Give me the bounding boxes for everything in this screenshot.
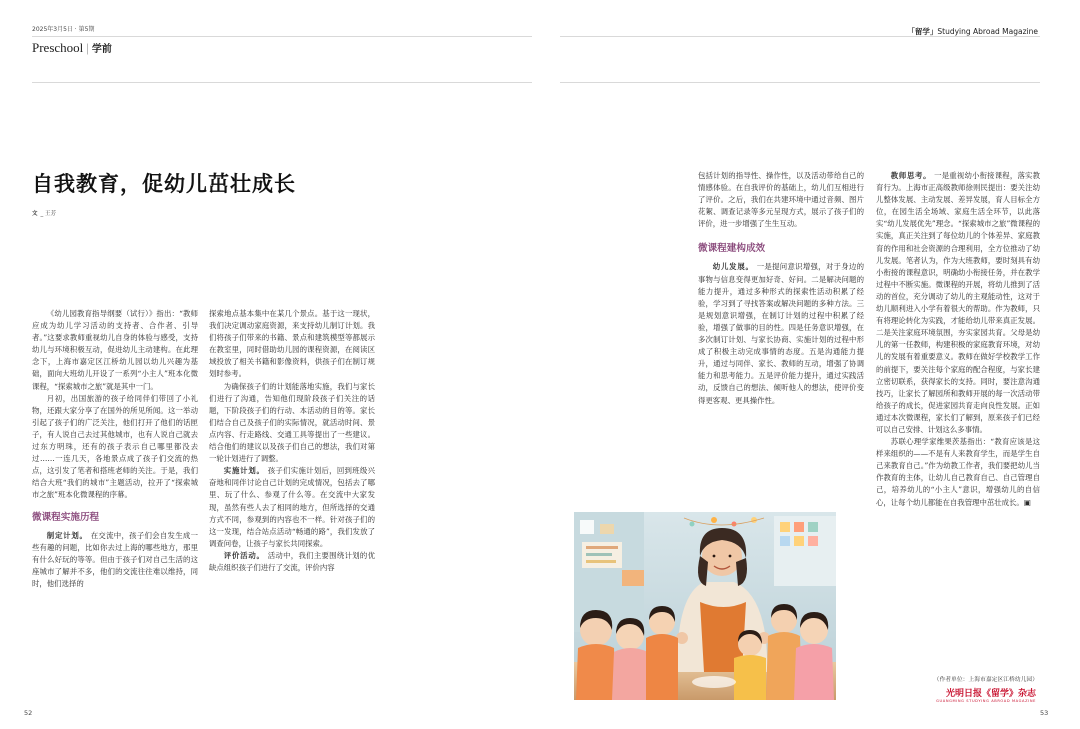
section-title	[32, 40, 112, 56]
subheading-results: 微课程建构成效	[698, 243, 766, 255]
paragraph-text: 一是提问意识增强，对于身边的事物与信息变得更加好奇、好问。二是解决问题的能力提升，通过多种形式的探索性活动积累了经验，学习到了寻找答案或解决问题的多种方法。三是规划意识增强，在制订计划的过程中积累了经验，增强了做事的目的性。四是任务意识增强，在多次制订计划、与家长协商、实施计划的过程中形成了积极主动完成事情的态度。五是沟通能力提升，通过与同伴、家长、教师的互动，增强了协调能力和思考能力。五是评价能力提升，通过实践活动，反馈自己的想法、倾听他人的想法，使评价变得更客观、更具操作性。	[698, 262, 864, 405]
byline-label: 文	[32, 211, 38, 217]
keyword: 幼儿发展。	[712, 262, 754, 272]
paragraph-text: 在交流中，孩子们会自发生成一些有趣的问题，比如你去过上海的哪些地方，那里有什么好玩的等等。但由于孩子们对自己生活的这座城市了解并不多，他们的交流往往难以维持，同时，他们选择的	[32, 530, 198, 588]
paragraph: 探索地点基本集中在某几个景点。基于这一现状，我们决定调动家庭资源，来支持幼儿制订计划。我们将孩子们带来的书籍、景点和建筑模型等都展示在教室里，同时借助幼儿园的课程资源，在阅读区域投放了相关书籍和影像资料，供孩子们在制订规划时参考。	[209, 309, 375, 379]
paragraph: 《幼儿园教育指导纲要（试行）》指出：“教师应成为幼儿学习活动的支持者、合作者、引导者。”这要求教师重视幼儿自身的体验与感受，支持幼儿与环境积极互动，促进幼儿主动建构。在此理念下，上海市嘉定区江桥幼儿园以幼儿兴趣为基础，面向大班幼儿开设了一系列“小主人”班本化微课程，“探索城市之旅”就是其中一门。	[32, 309, 198, 391]
paragraph	[209, 550, 375, 574]
logo-sub: GUANGMING STUDYING ABROAD MAGAZINE	[936, 699, 1036, 703]
keyword: 评价活动。	[223, 550, 265, 560]
classroom-photo-icon	[574, 512, 836, 700]
paragraph	[698, 261, 864, 406]
header-rule-bottom	[32, 82, 532, 83]
left-column-2	[209, 308, 375, 702]
paragraph	[876, 170, 1040, 436]
section-title-en: Preschool	[32, 40, 84, 55]
left-column-1	[32, 308, 198, 702]
keyword: 实施计划。	[223, 466, 265, 476]
right-page	[552, 18, 1048, 710]
byline-author: _ 王芳	[40, 211, 57, 217]
logo-main: 光明日报《留学》杂志	[945, 689, 1036, 699]
keyword: 教师思考。	[890, 171, 932, 180]
magazine-badge: 「留学」	[907, 27, 938, 36]
paragraph-text: 苏联心理学家维果茨基指出：“教育应该是这样来组织的——不是有人来教育学生，而是学生自己来教育自己。”作为幼教工作者，我们要把幼儿当作教育的主体，让幼儿自己教育自己、自己管理自己，培养幼儿的“小主人”意识，增强幼儿的自信心，让每个幼儿都能在自我管理中茁壮成长。	[876, 437, 1040, 507]
issue-line: 2025年3月5日 · 第5期	[32, 26, 95, 33]
header-rule-top	[32, 36, 532, 37]
paragraph: 包括计划的指导性、操作性，以及活动带给自己的情感体验。在自我评价的基础上，幼儿们互相进行了评价。之后，我们在共建环境中通过音频、图片花絮、调查记录等多元呈现方式，展示了孩子们的评价，进一步增强了生生互动。	[698, 171, 864, 229]
keyword: 制定计划。	[46, 530, 88, 540]
paragraph-text: 活动中，我们主要围绕计划的优缺点组织孩子们进行了交流，评价内容	[209, 550, 375, 572]
subheading-practice: 微课程实施历程	[32, 511, 100, 523]
section-divider: |	[86, 40, 89, 55]
paragraph: 为确保孩子们的计划能落地实施，我们与家长们进行了沟通，告知他们现阶段孩子们关注的话题，下阶段孩子们的行动、本活动的目的等。家长们结合自己及孩子们的实际情况，就活动时间、景点内容、行走路线、交通工具等提出了一些建议。结合他们的建议以及孩子们自己的想法，我们对第一轮计划进行了调整。	[209, 381, 375, 464]
left-page	[24, 18, 540, 710]
magazine-name: Studying Abroad Magazine	[937, 27, 1038, 36]
paragraph-text: 孩子们实施计划后，回到班级兴奋地和同伴讨论自己计划的完成情况，包括去了哪里、玩了什么、参观了什么等。在交流中大家发现，虽然有些人去了相同的地方，但所选择的交通方式不同，参观到的内容也不一样。针对孩子们的这一发现，结合站点活动“畅通的路”，我们发放了调查问卷，让孩子与家长共同探索。	[209, 466, 375, 548]
paragraph: 月初，出国旅游的孩子给同伴们带回了小礼物，还跟大家分享了在国外的所见所闻。这一举动引起了孩子们的广泛关注，他们打开了他们的话匣子，有人说自己去过其他城市，也有人说自己就去过东方明珠，还有的孩子表示自己哪里都没去过……一连几天，各地景点成了孩子们交流的热点，这引发了笔者和搭班老师的关注。于是，我们结合大班“我们的城市”主题活动，拉开了“探索城市之旅”班本化微课程的序幕。	[32, 393, 198, 500]
right-column-1	[698, 170, 864, 510]
section-title-cn: 学前	[91, 44, 112, 55]
paragraph	[876, 436, 1040, 509]
header-rule-bottom	[560, 82, 1040, 83]
right-column-2	[876, 170, 1040, 670]
byline	[32, 209, 56, 217]
end-mark-icon: ▣	[1023, 497, 1031, 507]
page-number-left: 52	[24, 709, 33, 717]
paragraph	[32, 530, 198, 590]
header-rule-top	[560, 36, 1040, 37]
page-number-right: 53	[1040, 709, 1049, 717]
paragraph	[209, 465, 375, 550]
author-note: （作者单位：上海市嘉定区江桥幼儿园）	[933, 677, 1038, 683]
paragraph-text: 一是重视幼小衔接课程，落实教育行为。上海市正高级教师徐则民提出：要关注幼儿整体发展、主动发展、差异发展，育人目标全方位，在园生活全场域、家庭生活全环节，以此落实“幼儿发展优先”理念。“探索城市之旅”微课程的实施，真正关注到了每位幼儿的个体差异、家庭教育的作用和社会资源的合理利用，全方位推动了幼儿发展。笔者认为，作为大班教师，要时刻具有幼小衔接的课程意识，明确幼小衔接任务，并在教学过程中不断实施。微课程的开展，将幼儿推到了活动的首位，充分调动了幼儿的主观能动性，这对于幼儿顺利进入小学有着很大的帮助。作为教师，只有将理论转化为实践，才能给幼儿带来真正发展。二是关注家庭环境氛围，夯实家园共育。父母是幼儿的第一任教师，构建积极的家庭教育环境，对幼儿的发展有着重要意义。教师在做好学校教学工作的前提下，要关注每个家庭的配合程度，与家长建立密切联系，获得家长的支持。同时，要注意沟通技巧，让家长了解园所和教师开展的每一次活动带给孩子的成长，促进家园共育走向良性发展。正如通过本次微课程，家长们了解到，原来孩子们已经可以自己安排、计划这么多事情。	[876, 171, 1040, 434]
article-title: 自我教育，促幼儿茁壮成长	[32, 172, 296, 196]
footer-logo	[936, 686, 1036, 703]
